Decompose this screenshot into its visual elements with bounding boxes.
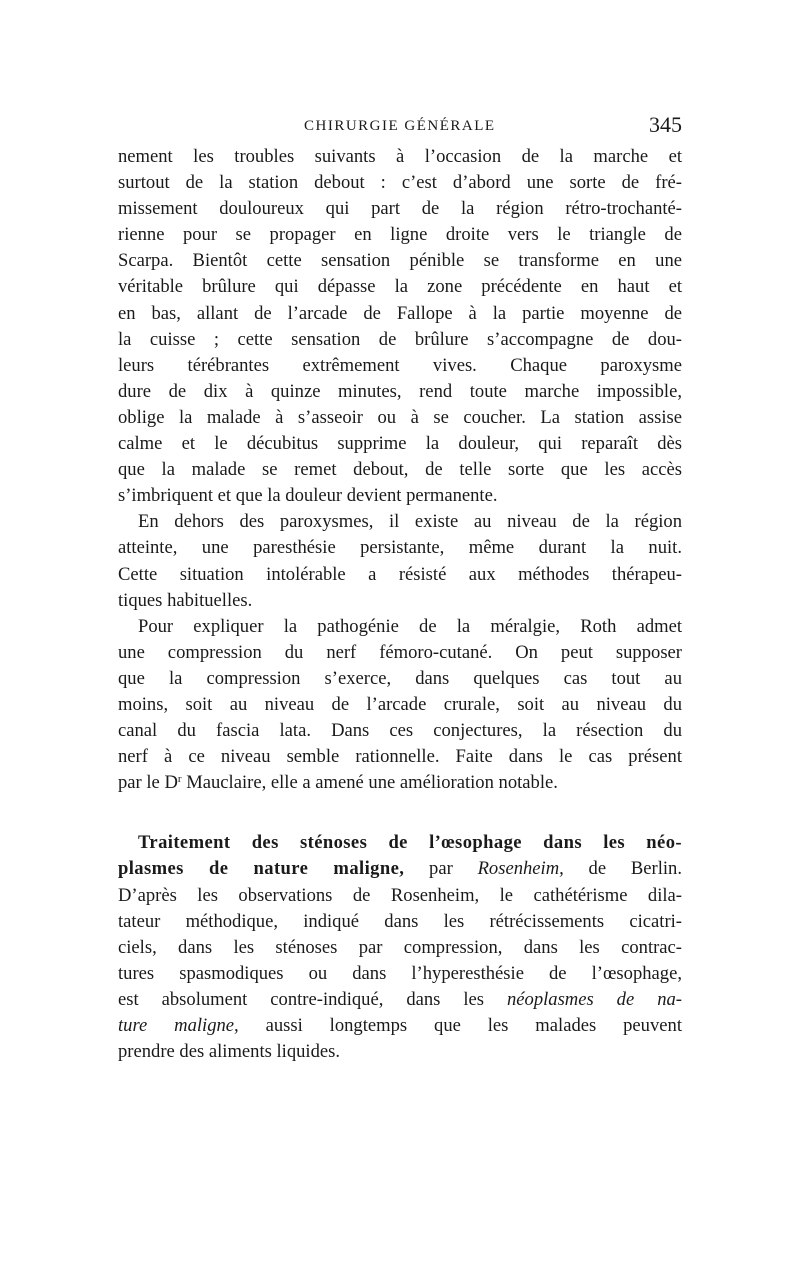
text-line: en bas, allant de l’arcade de Fallope à la partie moyenne de [118, 302, 682, 324]
text-fragment: aussi longtemps que les malades peuvent [238, 1015, 682, 1036]
text-line: surtout de la station debout : c’est d’abord une sorte de fré- [118, 172, 682, 194]
text-line: véritable brûlure qui dépasse la zone précédente en haut et [118, 276, 682, 298]
text-line [118, 770, 682, 796]
text-line: ciels, dans les sténoses par compression, dans les contrac- [118, 936, 682, 958]
running-head [118, 108, 682, 144]
text-line: oblige la malade à s’asseoir ou à se coucher. La station assise [118, 406, 682, 428]
text-line: En dehors des paroxysmes, il existe au niveau de la région [138, 511, 682, 533]
text-line: Cette situation intolérable a résisté aux méthodes thérapeu- [118, 563, 682, 585]
paragraph-2 [118, 509, 682, 613]
text-line: Scarpa. Bientôt cette sensation pénible se transforme en une [118, 250, 682, 272]
text-line: canal du fascia lata. Dans ces conjectures, la résection du [118, 720, 682, 742]
text-line: calme et le décubitus supprime la douleur, qui reparaît dès [118, 433, 682, 455]
text-line: Pour expliquer la pathogénie de la méralgie, Roth admet [138, 615, 682, 637]
text-line: moins, soit au niveau de l’arcade crurale, soit au niveau du [118, 693, 682, 715]
text-line: D’après les observations de Rosenheim, le cathétérisme dila- [118, 884, 682, 906]
section-treatment [118, 830, 682, 1065]
text-line: rienne pour se propager en ligne droite vers le triangle de [118, 224, 682, 246]
text-line: que la compression s’exerce, dans quelques cas tout au [118, 667, 682, 689]
text-fragment: par le D [118, 772, 178, 794]
text-line: tures spasmodiques ou dans l’hyperesthésie de l’œsophage, [118, 962, 682, 984]
section-title: Traitement des sténoses de l’œsophage dans les néo- [138, 832, 682, 854]
text-fragment: Mauclaire, elle a amené une amélioration notable. [181, 772, 558, 794]
paragraph-1 [118, 144, 682, 509]
text-line: prendre des aliments liquides. [118, 1041, 341, 1063]
text-line [118, 856, 682, 882]
text-line: missement douloureux qui part de la région rétro-trochanté- [118, 198, 682, 220]
italic-term: ture maligne, [118, 1015, 239, 1036]
running-title: CHIRURGIE GÉNÉRALE [304, 118, 496, 134]
section-title: plasmes de nature maligne, [118, 858, 405, 880]
text-line: la cuisse ; cette sensation de brûlure s’accompagne de dou- [118, 328, 682, 350]
page-number: 345 [649, 112, 682, 137]
document-page [118, 108, 682, 1065]
text-fragment: de Berlin. [563, 858, 682, 880]
text-line: dure de dix à quinze minutes, rend toute marche impossible, [118, 380, 682, 402]
text-line: s’imbriquent et que la douleur devient permanente. [118, 485, 498, 507]
text-line: leurs térébrantes extrêmement vives. Chaque paroxysme [118, 354, 682, 376]
section-title-line [118, 830, 682, 856]
section-gap [118, 796, 682, 830]
text-fragment: par [404, 858, 478, 880]
text-line [118, 987, 682, 1013]
text-fragment: est absolument contre-indiqué, dans les [118, 988, 507, 1010]
text-line: tateur méthodique, indiqué dans les rétrécissements cicatri- [118, 910, 682, 932]
text-line: atteinte, une paresthésie persistante, même durant la nuit. [118, 537, 682, 559]
text-line: nerf à ce niveau semble rationnelle. Faite dans le cas présent [118, 746, 682, 768]
text-line: que la malade se remet debout, de telle sorte que les accès [118, 459, 682, 481]
italic-term: néoplasmes de na- [506, 988, 682, 1010]
paragraph-3 [118, 614, 682, 797]
text-line: une compression du nerf fémoro-cutané. On peut supposer [118, 641, 682, 663]
superscript: r [177, 773, 182, 786]
author-name: Rosenheim, [477, 858, 564, 880]
text-line: tiques habituelles. [118, 589, 253, 611]
text-line: nement les troubles suivants à l’occasion de la marche et [118, 146, 682, 167]
text-line [118, 1013, 682, 1039]
